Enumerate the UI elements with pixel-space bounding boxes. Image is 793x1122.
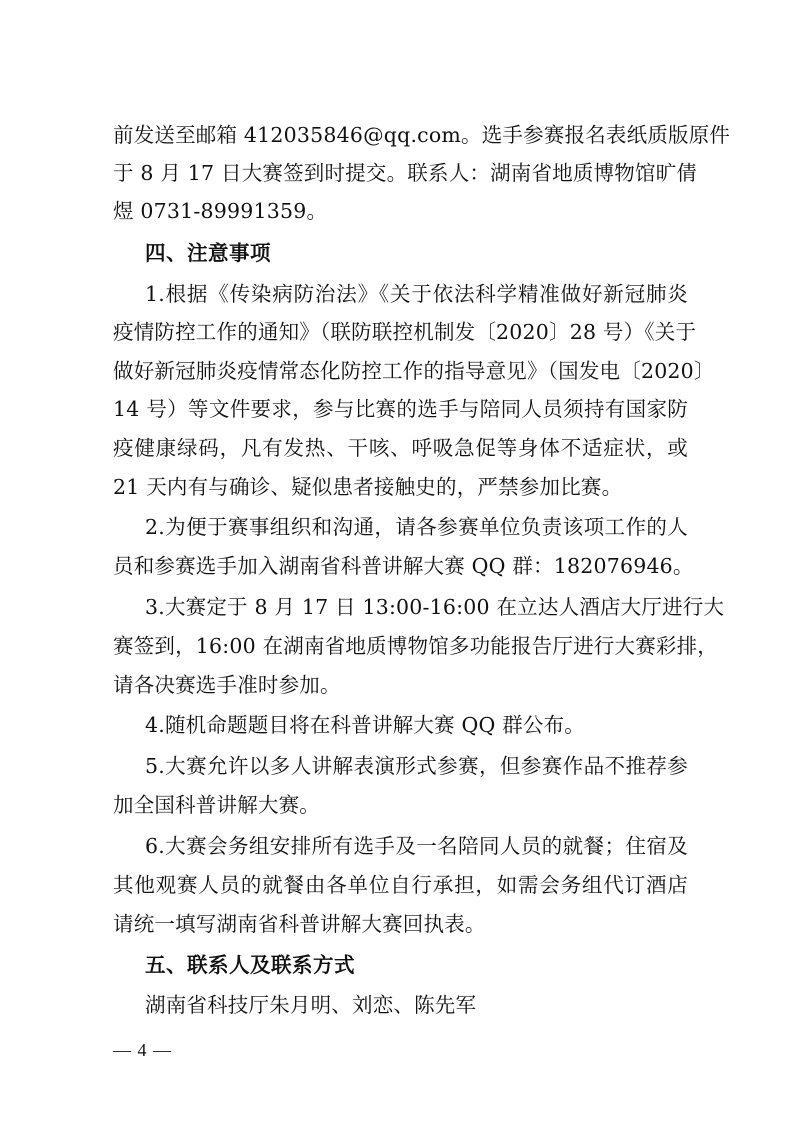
- page-number: — 4 —: [113, 1040, 172, 1060]
- text-line: 14 号）等文件要求，参与比赛的选手与陪同人员须持有国家防: [113, 397, 688, 421]
- text-line: 湖南省科技厅朱月明、刘恋、陈先军: [145, 993, 477, 1017]
- text-line: 疫情防控工作的通知》（联防联控机制发〔2020〕28 号）《关于: [113, 320, 697, 344]
- text-line: 3.大赛定于 8 月 17 日 13:00-16:00 在立达人酒店大厅进行大: [145, 595, 725, 619]
- text-line: 加全国科普讲解大赛。: [113, 793, 320, 817]
- text-line: 请各决赛选手准时参加。: [113, 673, 341, 697]
- text-line: 于 8 月 17 日大赛签到时提交。联系人：湖南省地质博物馆旷倩: [113, 161, 698, 185]
- text-line: 4.随机命题题目将在科普讲解大赛 QQ 群公布。: [145, 713, 586, 737]
- text-line: 员和参赛选手加入湖南省科普讲解大赛 QQ 群：182076946。: [113, 554, 694, 578]
- text-line: 疫健康绿码，凡有发热、干咳、呼吸急促等身体不适症状，或: [113, 436, 688, 460]
- text-line: 做好新冠肺炎疫情常态化防控工作的指导意见》（国发电〔2020〕: [113, 359, 715, 383]
- text-line: 前发送至邮箱 412035846@qq.com。选手参赛报名表纸质版原件: [113, 123, 731, 147]
- text-line: 1.根据《传染病防治法》《关于依法科学精准做好新冠肺炎: [145, 282, 688, 306]
- text-line: 5.大赛允许以多人讲解表演形式参赛，但参赛作品不推荐参: [145, 754, 688, 778]
- section-heading: 四、注意事项: [145, 241, 271, 265]
- text-line: 煜 0731-89991359。: [113, 199, 328, 223]
- text-line: 赛签到，16:00 在湖南省地质博物馆多功能报告厅进行大赛彩排，: [113, 634, 718, 658]
- text-line: 2.为便于赛事组织和沟通，请各参赛单位负责该项工作的人: [145, 515, 688, 539]
- text-line: 其他观赛人员的就餐由各单位自行承担，如需会务组代订酒店: [113, 873, 688, 897]
- text-line: 6.大赛会务组安排所有选手及一名陪同人员的就餐；住宿及: [145, 834, 688, 858]
- text-line: 请统一填写湖南省科普讲解大赛回执表。: [113, 912, 486, 936]
- text-line: 21 天内有与确诊、疑似患者接触史的，严禁参加比赛。: [113, 475, 623, 499]
- section-heading: 五、联系人及联系方式: [145, 953, 355, 977]
